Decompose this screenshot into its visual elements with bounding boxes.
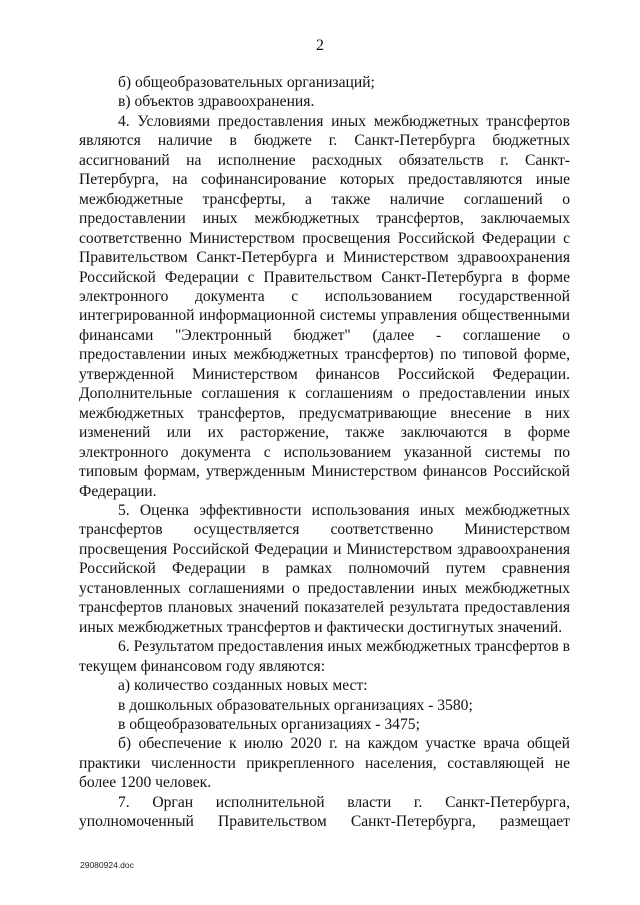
page-number: 2: [316, 37, 324, 54]
document-footer-code: 29080924.doc: [80, 860, 134, 870]
paragraph-clause-7: 7. Орган исполнительной власти г. Санкт-Петербурга, уполномоченный Правительством Санкт-Петербурга, размещает: [79, 793, 570, 831]
paragraph-item-b-practice: б) обеспечение к июлю 2020 г. на каждом участке врача общей практики численности прикрепленного населения, составляющей не более 1200 человек.: [79, 735, 570, 792]
paragraph-list-item-b: б) общеобразовательных организаций;: [118, 74, 375, 91]
paragraph-clause-6: 6. Результатом предоставления иных межбюджетных трансфертов в текущем финансовом году являются:: [79, 638, 570, 675]
paragraph-clause-4: 4. Условиями предоставления иных межбюджетных трансфертов являются наличие в бюджете г. Санкт-Петербурга бюджетных ассигнований на исполнение расходных обязательств г. Санкт-Петербурга, на софинансирование которых предоставляются иные межбюджетные трансферты, а также наличие соглашений о предоставлении иных межбюджетных трансфертов, заключаемых соответственно Министерством просвещения Российской Федерации с Правительством Санкт-Петербурга и Министерством здравоохранения Российской Федерации с Правительством Санкт-Петербурга в форме электронного документа с использованием государственной интегрированной информационной системы управления общественными финансами "Электронный бюджет" (далее - соглашение о предоставлении иных межбюджетных трансфертов) по типовой форме, утвержденной Министерством финансов Российской Федерации. Дополнительные соглашения к соглашениям о предоставлении иных межбюджетных трансфертов, предусматривающие внесение в них изменений или их расторжение, также заключаются в форме электронного документа с использованием указанной системы по типовым формам, утвержденным Министерством финансов Российской Федерации.: [79, 112, 570, 500]
paragraph-general-education: в общеобразовательных организациях - 3475;: [118, 715, 420, 733]
paragraph-item-a: а) количество созданных новых мест:: [118, 677, 368, 695]
paragraph-list-item-v: в) объектов здравоохранения.: [118, 93, 315, 111]
document-body: [79, 73, 570, 832]
paragraph-preschool: в дошкольных образовательных организациях - 3580;: [118, 696, 473, 714]
paragraph-clause-5: 5. Оценка эффективности использования иных межбюджетных трансфертов осуществляется соответственно Министерством просвещения Российской Федерации и Министерством здравоохранения Российской Федерации в рамках полномочий путем сравнения установленных соглашениями о предоставлении иных межбюджетных трансфертов плановых значений показателей результата предоставления иных межбюджетных трансфертов и фактически достигнутых значений.: [79, 501, 570, 636]
